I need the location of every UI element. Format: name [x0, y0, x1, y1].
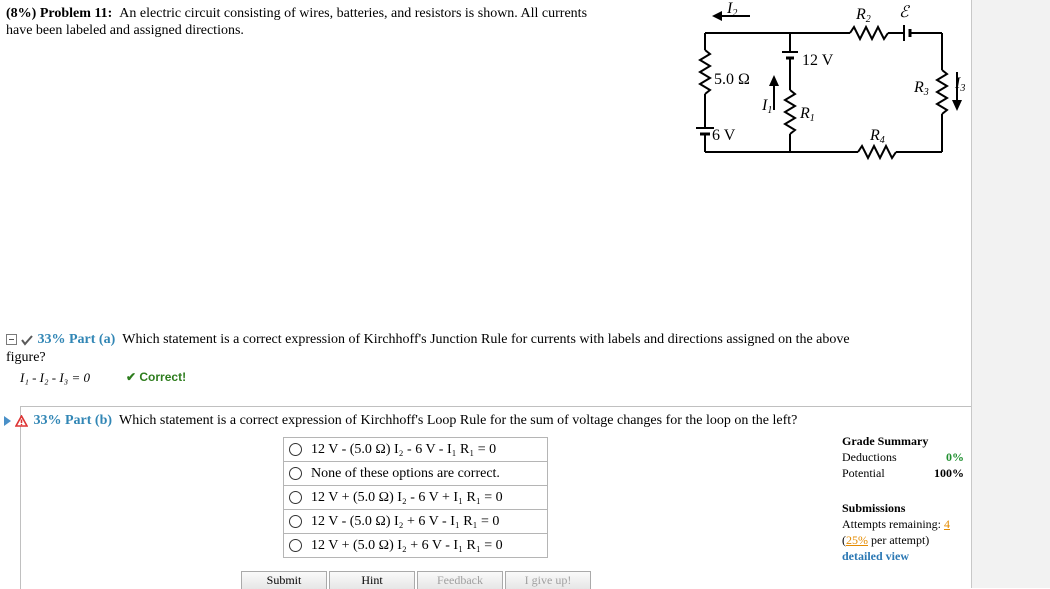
- problem-statement: [6, 5, 706, 39]
- collapse-icon[interactable]: [6, 334, 17, 345]
- label-R3: R3: [914, 79, 929, 98]
- part-a-label: Part (a): [69, 332, 116, 347]
- circuit-diagram: [690, 0, 970, 170]
- label-5ohm: 5.0 Ω: [714, 71, 750, 88]
- option-label: None of these options are correct.: [311, 465, 500, 481]
- attempts-remaining: [842, 516, 972, 532]
- deductions-value: 0%: [946, 450, 964, 464]
- problem-label: Problem 11:: [39, 6, 113, 21]
- per-attempt-text: per attempt): [871, 533, 930, 547]
- part-b-label: Part (b): [65, 413, 113, 428]
- label-6v: 6 V: [712, 127, 736, 144]
- option-label: 12 V + (5.0 Ω) I₂ - 6 V + I₁ R₁ = 0: [311, 489, 503, 505]
- attempts-label: Attempts remaining:: [842, 517, 941, 531]
- potential-row: [842, 465, 964, 481]
- per-attempt-percent: 25%: [846, 533, 868, 547]
- option-3[interactable]: [283, 485, 548, 509]
- deductions-row: [842, 449, 964, 465]
- label-I2: I2: [727, 0, 738, 19]
- option-label: 12 V + (5.0 Ω) I₂ + 6 V - I₁ R₁ = 0: [311, 537, 503, 553]
- attempts-value: 4: [943, 517, 950, 531]
- radio-button[interactable]: [289, 443, 302, 456]
- label-R1: R1: [800, 105, 815, 124]
- part-a-question-cont: figure?: [6, 350, 46, 365]
- label-I1: I1: [762, 97, 773, 116]
- part-a-answer: I₁ - I₂ - I₃ = 0: [20, 370, 90, 385]
- radio-button[interactable]: [289, 539, 302, 552]
- warning-icon: [15, 415, 28, 427]
- expand-triangle-icon[interactable]: [4, 416, 11, 426]
- grade-summary-title: Grade Summary: [842, 434, 929, 448]
- correct-status: ✔ Correct!: [126, 370, 187, 384]
- problem-statement-line1: An electric circuit consisting of wires, batteries, and resistors is shown. All currents: [119, 6, 588, 21]
- part-b-question-text: Which statement is a correct expression of Kirchhoff's Loop Rule for the sum of voltage changes for the loop on the left?: [119, 413, 798, 428]
- part-b-percent: 33%: [33, 413, 62, 428]
- problem-weight: (8%): [6, 6, 37, 21]
- feedback-button[interactable]: Feedback: [417, 571, 503, 589]
- potential-label: Potential: [842, 466, 885, 480]
- radio-button[interactable]: [289, 515, 302, 528]
- grade-summary: [842, 434, 964, 481]
- label-I3: I3: [955, 75, 966, 94]
- open-paren: (: [842, 533, 846, 547]
- option-5[interactable]: [283, 533, 548, 558]
- option-label: 12 V - (5.0 Ω) I₂ - 6 V - I₁ R₁ = 0: [311, 441, 497, 457]
- potential-value: 100%: [934, 466, 964, 480]
- option-4[interactable]: [283, 509, 548, 533]
- radio-button[interactable]: [289, 467, 302, 480]
- option-1[interactable]: [283, 437, 548, 461]
- part-b-question: [4, 413, 964, 429]
- problem-statement-line2: have been labeled and assigned directions.: [6, 23, 244, 38]
- action-buttons: [241, 571, 593, 589]
- label-R2: R2: [856, 6, 871, 25]
- option-label: 12 V - (5.0 Ω) I₂ + 6 V - I₁ R₁ = 0: [311, 513, 500, 529]
- part-a-question-text: Which statement is a correct expression of Kirchhoff's Junction Rule for currents with labels and directions assigned on the above: [122, 332, 850, 347]
- give-up-button[interactable]: I give up!: [505, 571, 591, 589]
- submissions-title: Submissions: [842, 501, 906, 515]
- right-rail: [971, 0, 1050, 588]
- hint-button[interactable]: Hint: [329, 571, 415, 589]
- submit-button[interactable]: Submit: [241, 571, 327, 589]
- check-icon: [20, 334, 34, 346]
- option-2[interactable]: [283, 461, 548, 485]
- deductions-label: Deductions: [842, 450, 897, 464]
- part-a-percent: 33%: [37, 332, 66, 347]
- submissions-panel: [842, 500, 972, 564]
- label-emf: ℰ: [899, 4, 909, 21]
- label-R4: R4: [870, 127, 885, 146]
- radio-button[interactable]: [289, 491, 302, 504]
- part-a-question: [6, 331, 981, 367]
- per-attempt: [842, 532, 972, 548]
- answer-options: [283, 437, 548, 558]
- label-12v: 12 V: [802, 52, 834, 69]
- detailed-view-link[interactable]: detailed view: [842, 549, 909, 563]
